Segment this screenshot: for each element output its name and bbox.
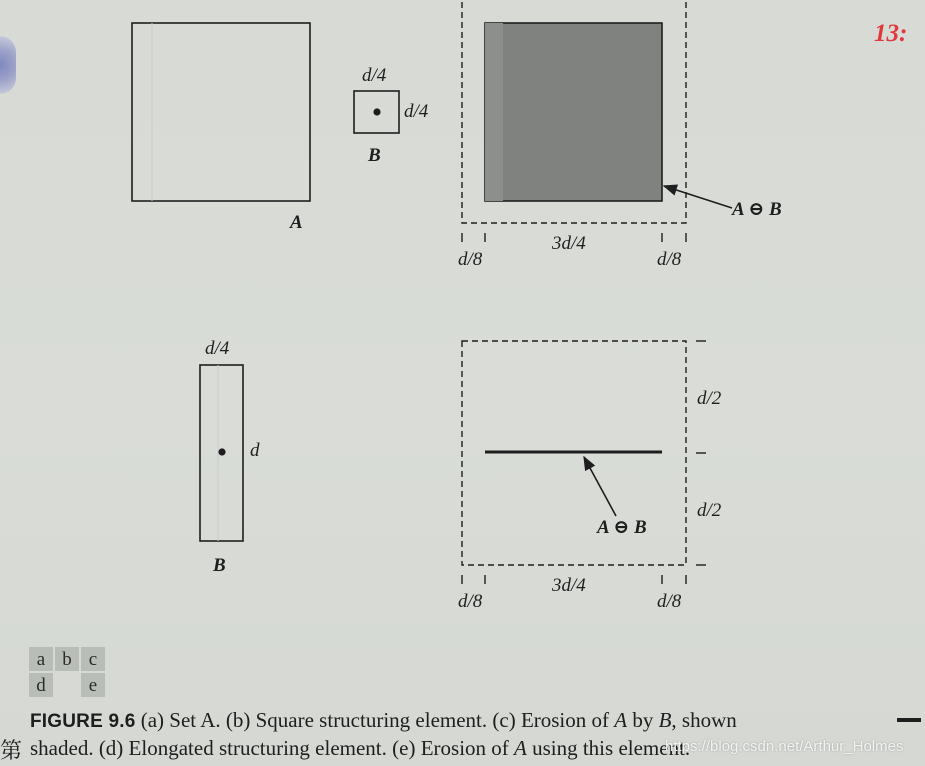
result-arrow-icon xyxy=(584,457,616,516)
right-dimension-label: d/8 xyxy=(657,591,682,612)
shade-highlight xyxy=(485,23,503,201)
left-dimension-label: d/8 xyxy=(458,249,483,270)
side-dimension-label: d/4 xyxy=(404,101,429,122)
caption-line-1 xyxy=(30,707,900,735)
panel-a xyxy=(132,23,310,233)
panel-d xyxy=(200,338,260,576)
side-dimension-label: d xyxy=(250,440,260,461)
corner-tag: 13: xyxy=(874,20,908,47)
panel-b xyxy=(354,65,429,166)
right-dimension-ticks xyxy=(696,341,706,565)
middle-dimension-label: 3d/4 xyxy=(552,233,586,254)
panel-key-b: b xyxy=(55,647,79,671)
upper-dimension-label: d/2 xyxy=(697,388,722,409)
margin-dash xyxy=(897,718,921,722)
panel-c xyxy=(458,0,782,270)
caption-text: using this element. xyxy=(526,736,691,760)
caption-text: by xyxy=(627,708,659,732)
caption-text: (a) Set A. (b) Square structuring element. (c) Erosion of xyxy=(140,708,615,732)
top-dimension-label: d/4 xyxy=(205,338,230,359)
origin-dot xyxy=(373,108,380,115)
caption-text: shaded. (d) Elongated structuring element. (e) Erosion of xyxy=(30,736,515,760)
right-dimension-label: d/8 xyxy=(657,249,682,270)
watermark-url: https://blog.csdn.net/Arthur_Holmes xyxy=(665,738,904,755)
erosion-result-label: A ⊖ B xyxy=(597,517,647,538)
figure-number: FIGURE 9.6 xyxy=(30,711,136,732)
panel-key-blank xyxy=(55,673,79,697)
erosion-result-label: A ⊖ B xyxy=(732,199,782,220)
top-dimension-label: d/4 xyxy=(362,65,387,86)
element-b-label: B xyxy=(368,145,381,166)
panel-key-a: a xyxy=(29,647,53,671)
left-dimension-label: d/8 xyxy=(458,591,483,612)
set-a-square xyxy=(132,23,310,201)
middle-dimension-label: 3d/4 xyxy=(552,575,586,596)
set-a-label: A xyxy=(290,212,303,233)
lower-dimension-label: d/2 xyxy=(697,500,722,521)
caption-symbol-b: B xyxy=(658,708,672,732)
result-arrow-icon xyxy=(664,186,732,208)
origin-dot xyxy=(218,448,225,455)
element-b-label: B xyxy=(213,555,226,576)
caption-symbol-a: A xyxy=(514,736,527,760)
panel-e xyxy=(458,341,722,612)
panel-key-e: e xyxy=(81,673,105,697)
panel-key-c: c xyxy=(81,647,105,671)
panel-key-d: d xyxy=(29,673,53,697)
caption-text: , shown xyxy=(671,708,737,732)
side-character: 第 xyxy=(0,739,23,764)
eroded-shaded-region xyxy=(485,23,662,201)
panel-key-grid xyxy=(29,647,105,697)
caption-symbol-a: A xyxy=(614,708,628,732)
